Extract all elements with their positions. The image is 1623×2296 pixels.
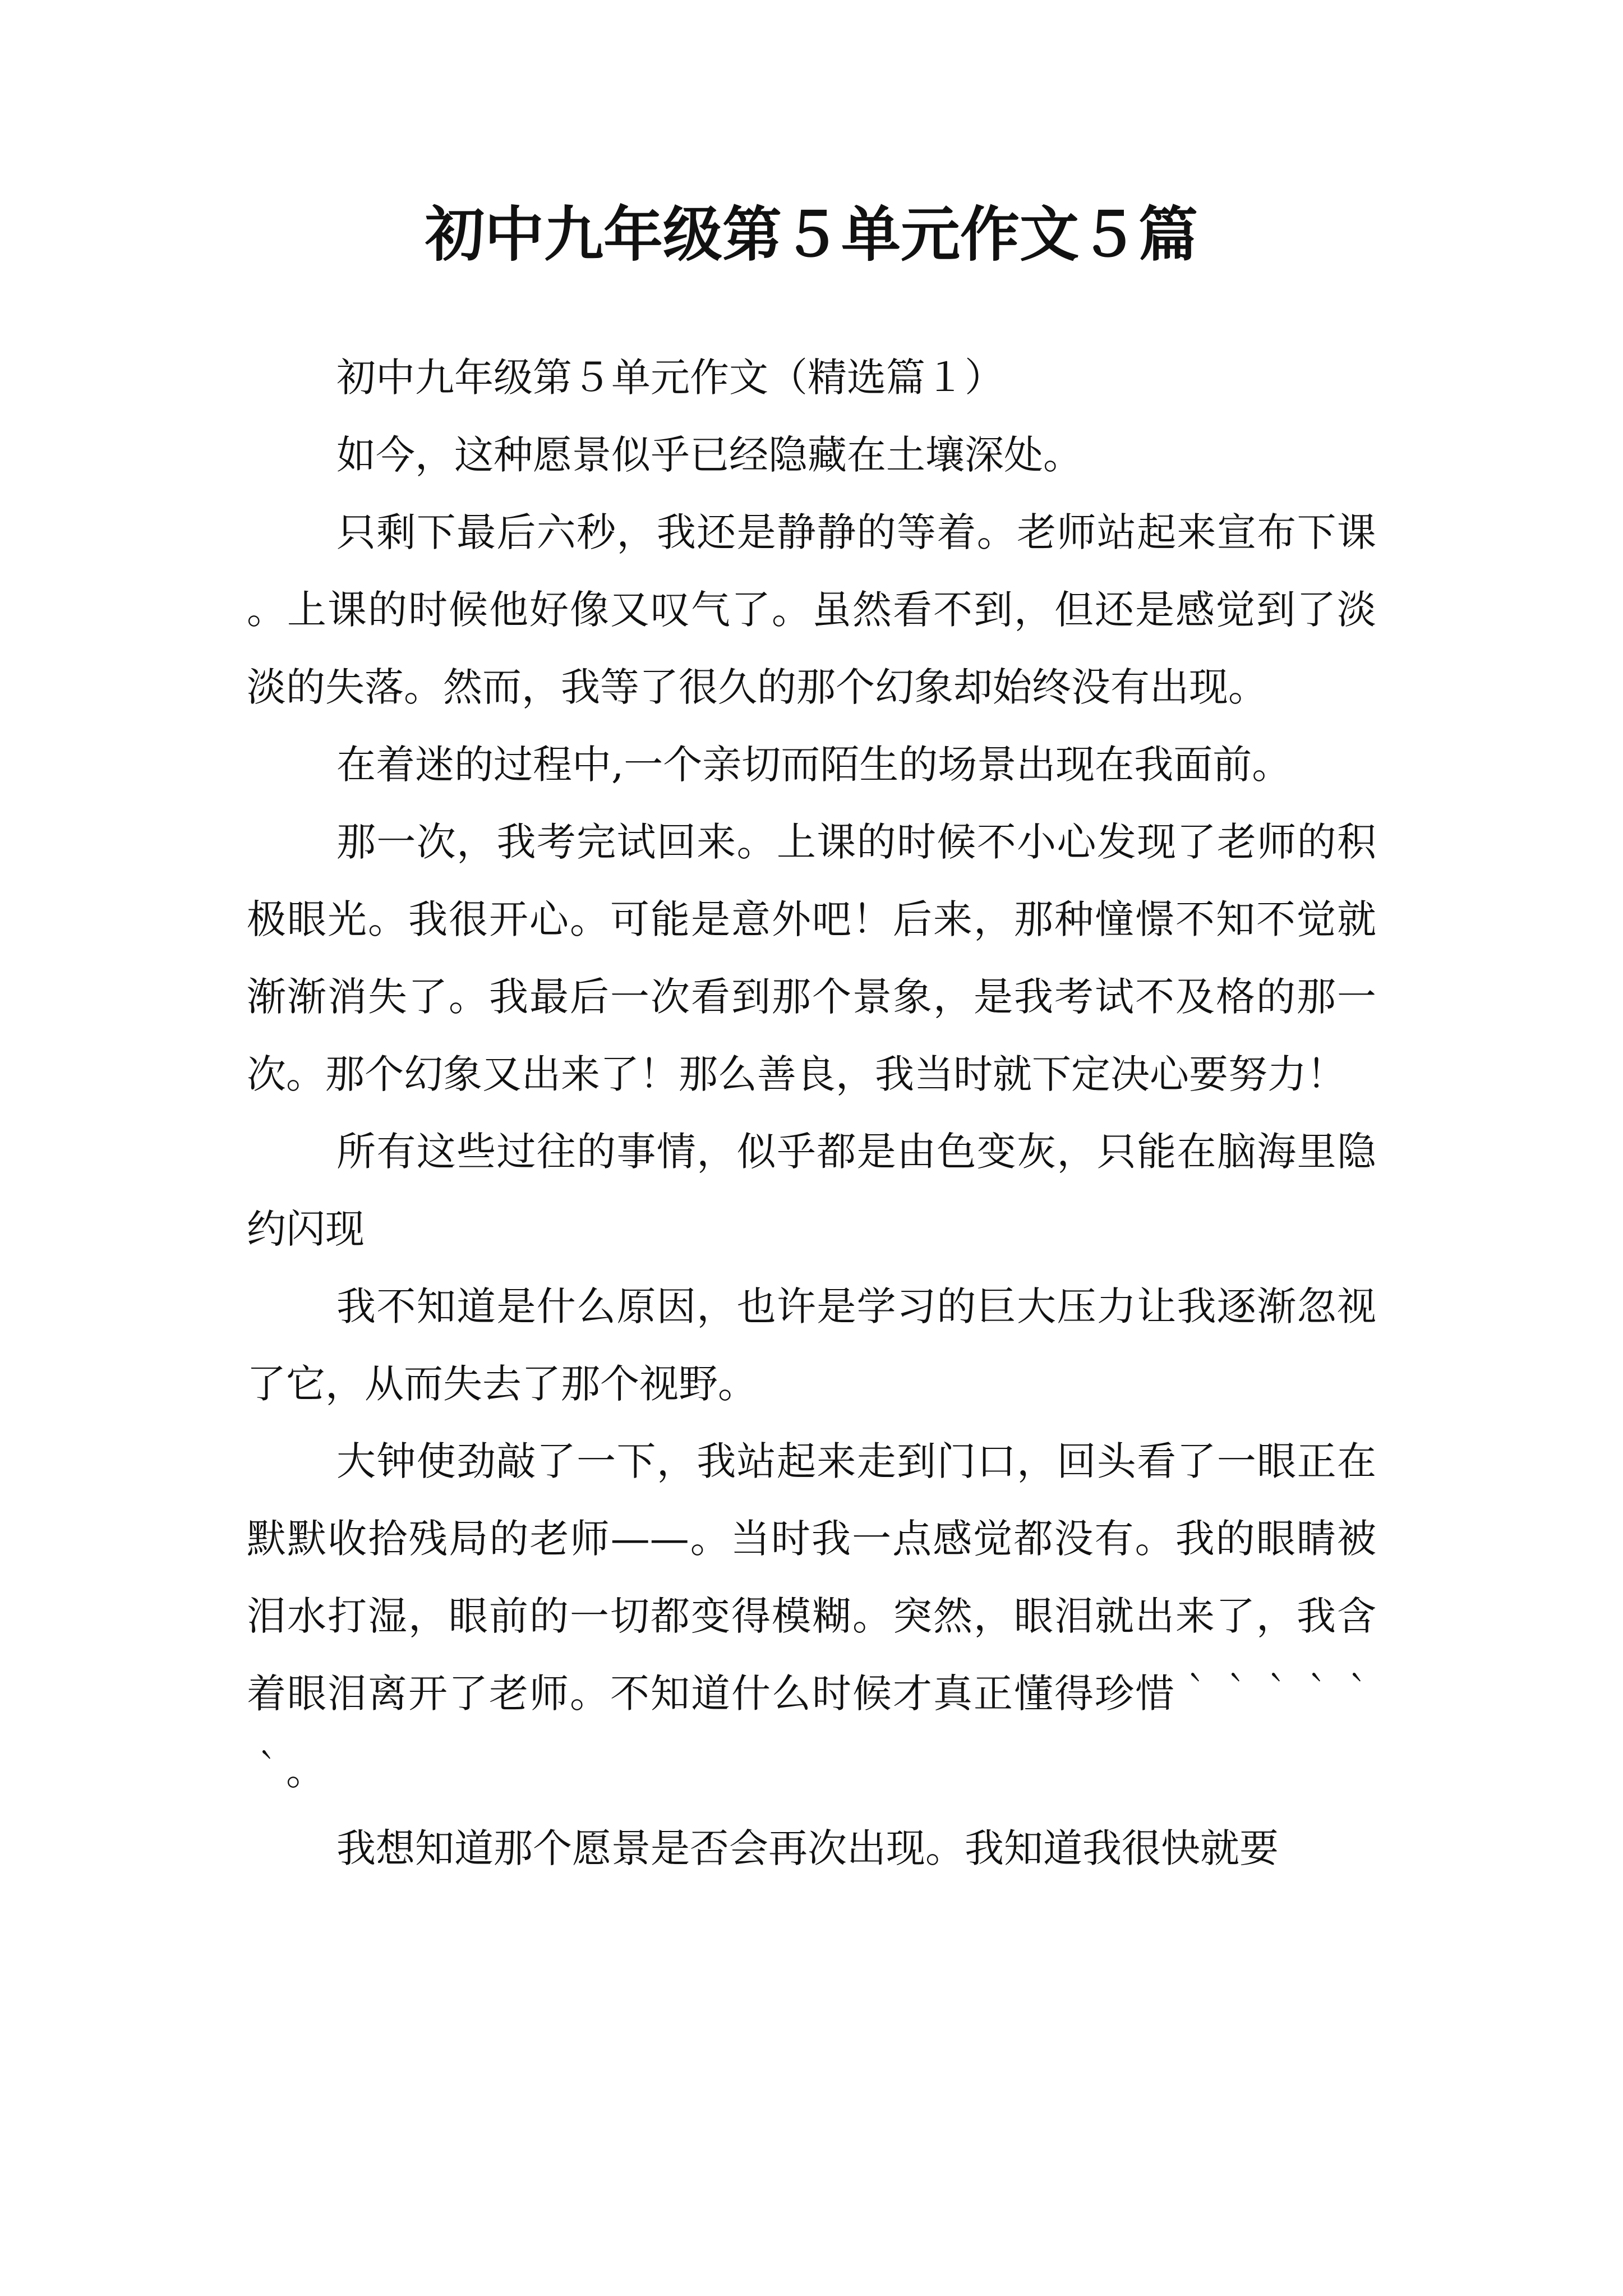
paragraph: 我不知道是什么原因，也许是学习的巨大压力让我逐渐忽视了它，从而失去了那个视野。 bbox=[247, 1283, 1376, 1407]
paragraph: 只剩下最后六秒，我还是静静的等着。老师站起来宣布下课。上课的时候他好像又叹气了。虽然看不到，但还是感觉到了淡淡的失落。然而，我等了很久的那个幻象却始终没有出现。 bbox=[247, 509, 1376, 710]
paragraph: 那一次，我考完试回来。上课的时候不小心发现了老师的积极眼光。我很开心。可能是意外吧！后来，那种憧憬不知不觉就渐渐消失了。我最后一次看到那个景象，是我考试不及格的那一次。那个幻象又出来了！那么善良，我当时就下定决心要努力！ bbox=[247, 819, 1376, 1097]
paragraph: 如今，这种愿景似乎已经隐藏在土壤深处。 bbox=[336, 432, 1082, 478]
document-body bbox=[247, 339, 1376, 1887]
document-title: 初中九年级第５单元作文５篇 bbox=[425, 199, 1198, 269]
paragraph: 在着迷的过程中,一个亲切而陌生的场景出现在我面前。 bbox=[336, 742, 1292, 788]
section-heading: 初中九年级第５单元作文（精选篇１） bbox=[336, 355, 1004, 401]
paragraph: 所有这些过往的事情，似乎都是由色变灰，只能在脑海里隐约闪现 bbox=[247, 1129, 1376, 1252]
paragraph: 我想知道那个愿景是否会再次出现。我知道我很快就要 bbox=[336, 1825, 1279, 1871]
paragraph: 大钟使劲敲了一下，我站起来走到门口，回头看了一眼正在默默收拾残局的老师——。当时我一点感觉都没有。我的眼睛被泪水打湿，眼前的一切都变得模糊。突然，眼泪就出来了，我含着眼泪离开了老师。不知道什么时候才真正懂得珍惜｀｀｀｀｀｀。 bbox=[247, 1438, 1376, 1794]
